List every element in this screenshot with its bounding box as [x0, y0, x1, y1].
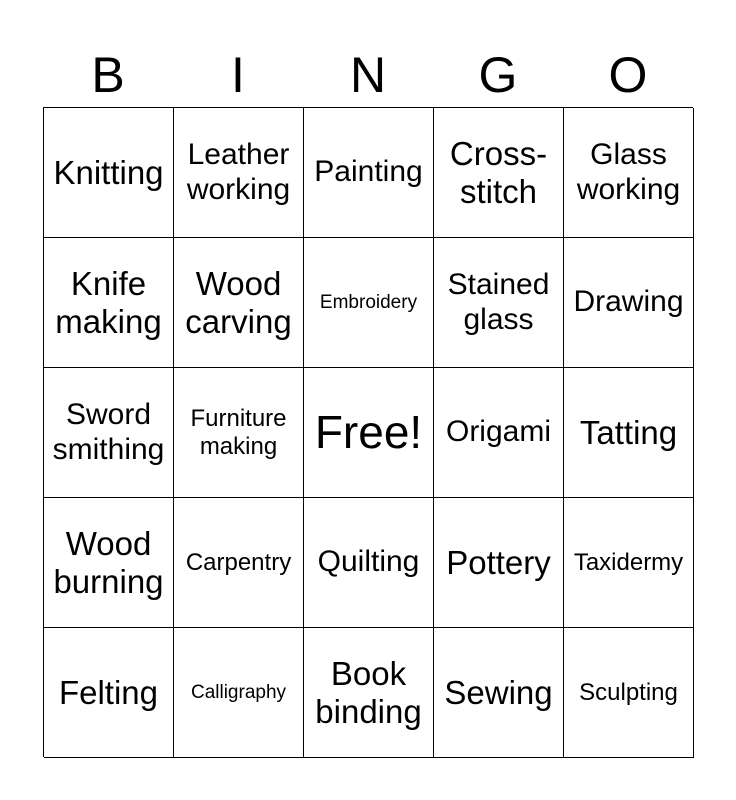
header-letter-g: G [478, 47, 518, 103]
bingo-cell[interactable]: Wood burning [44, 498, 174, 628]
bingo-cell[interactable]: Origami [434, 368, 564, 498]
bingo-cell[interactable]: Felting [44, 628, 174, 758]
free-space-cell[interactable]: Free! [304, 368, 434, 498]
bingo-cell[interactable]: Wood carving [174, 238, 304, 368]
bingo-cell[interactable]: Leather working [174, 108, 304, 238]
bingo-cell[interactable]: Furniture making [174, 368, 304, 498]
bingo-cell[interactable]: Pottery [434, 498, 564, 628]
bingo-cell[interactable]: Calligraphy [174, 628, 304, 758]
bingo-board [43, 107, 693, 757]
bingo-cell[interactable]: Sword smithing [44, 368, 174, 498]
bingo-header [43, 44, 693, 106]
bingo-cell[interactable]: Embroidery [304, 238, 434, 368]
bingo-cell[interactable]: Carpentry [174, 498, 304, 628]
bingo-cell[interactable]: Taxidermy [564, 498, 694, 628]
bingo-cell[interactable]: Glass working [564, 108, 694, 238]
bingo-cell[interactable]: Quilting [304, 498, 434, 628]
header-letter-o: O [608, 47, 648, 103]
bingo-cell[interactable]: Knitting [44, 108, 174, 238]
bingo-cell[interactable]: Stained glass [434, 238, 564, 368]
bingo-cell[interactable]: Tatting [564, 368, 694, 498]
header-letter-b: B [91, 47, 125, 103]
bingo-cell[interactable]: Book binding [304, 628, 434, 758]
bingo-cell[interactable]: Painting [304, 108, 434, 238]
bingo-cell[interactable]: Cross-stitch [434, 108, 564, 238]
header-letter-i: I [231, 47, 245, 103]
bingo-cell[interactable]: Knife making [44, 238, 174, 368]
header-letter-n: N [349, 47, 387, 103]
bingo-cell[interactable]: Sewing [434, 628, 564, 758]
bingo-cell[interactable]: Drawing [564, 238, 694, 368]
bingo-cell[interactable]: Sculpting [564, 628, 694, 758]
